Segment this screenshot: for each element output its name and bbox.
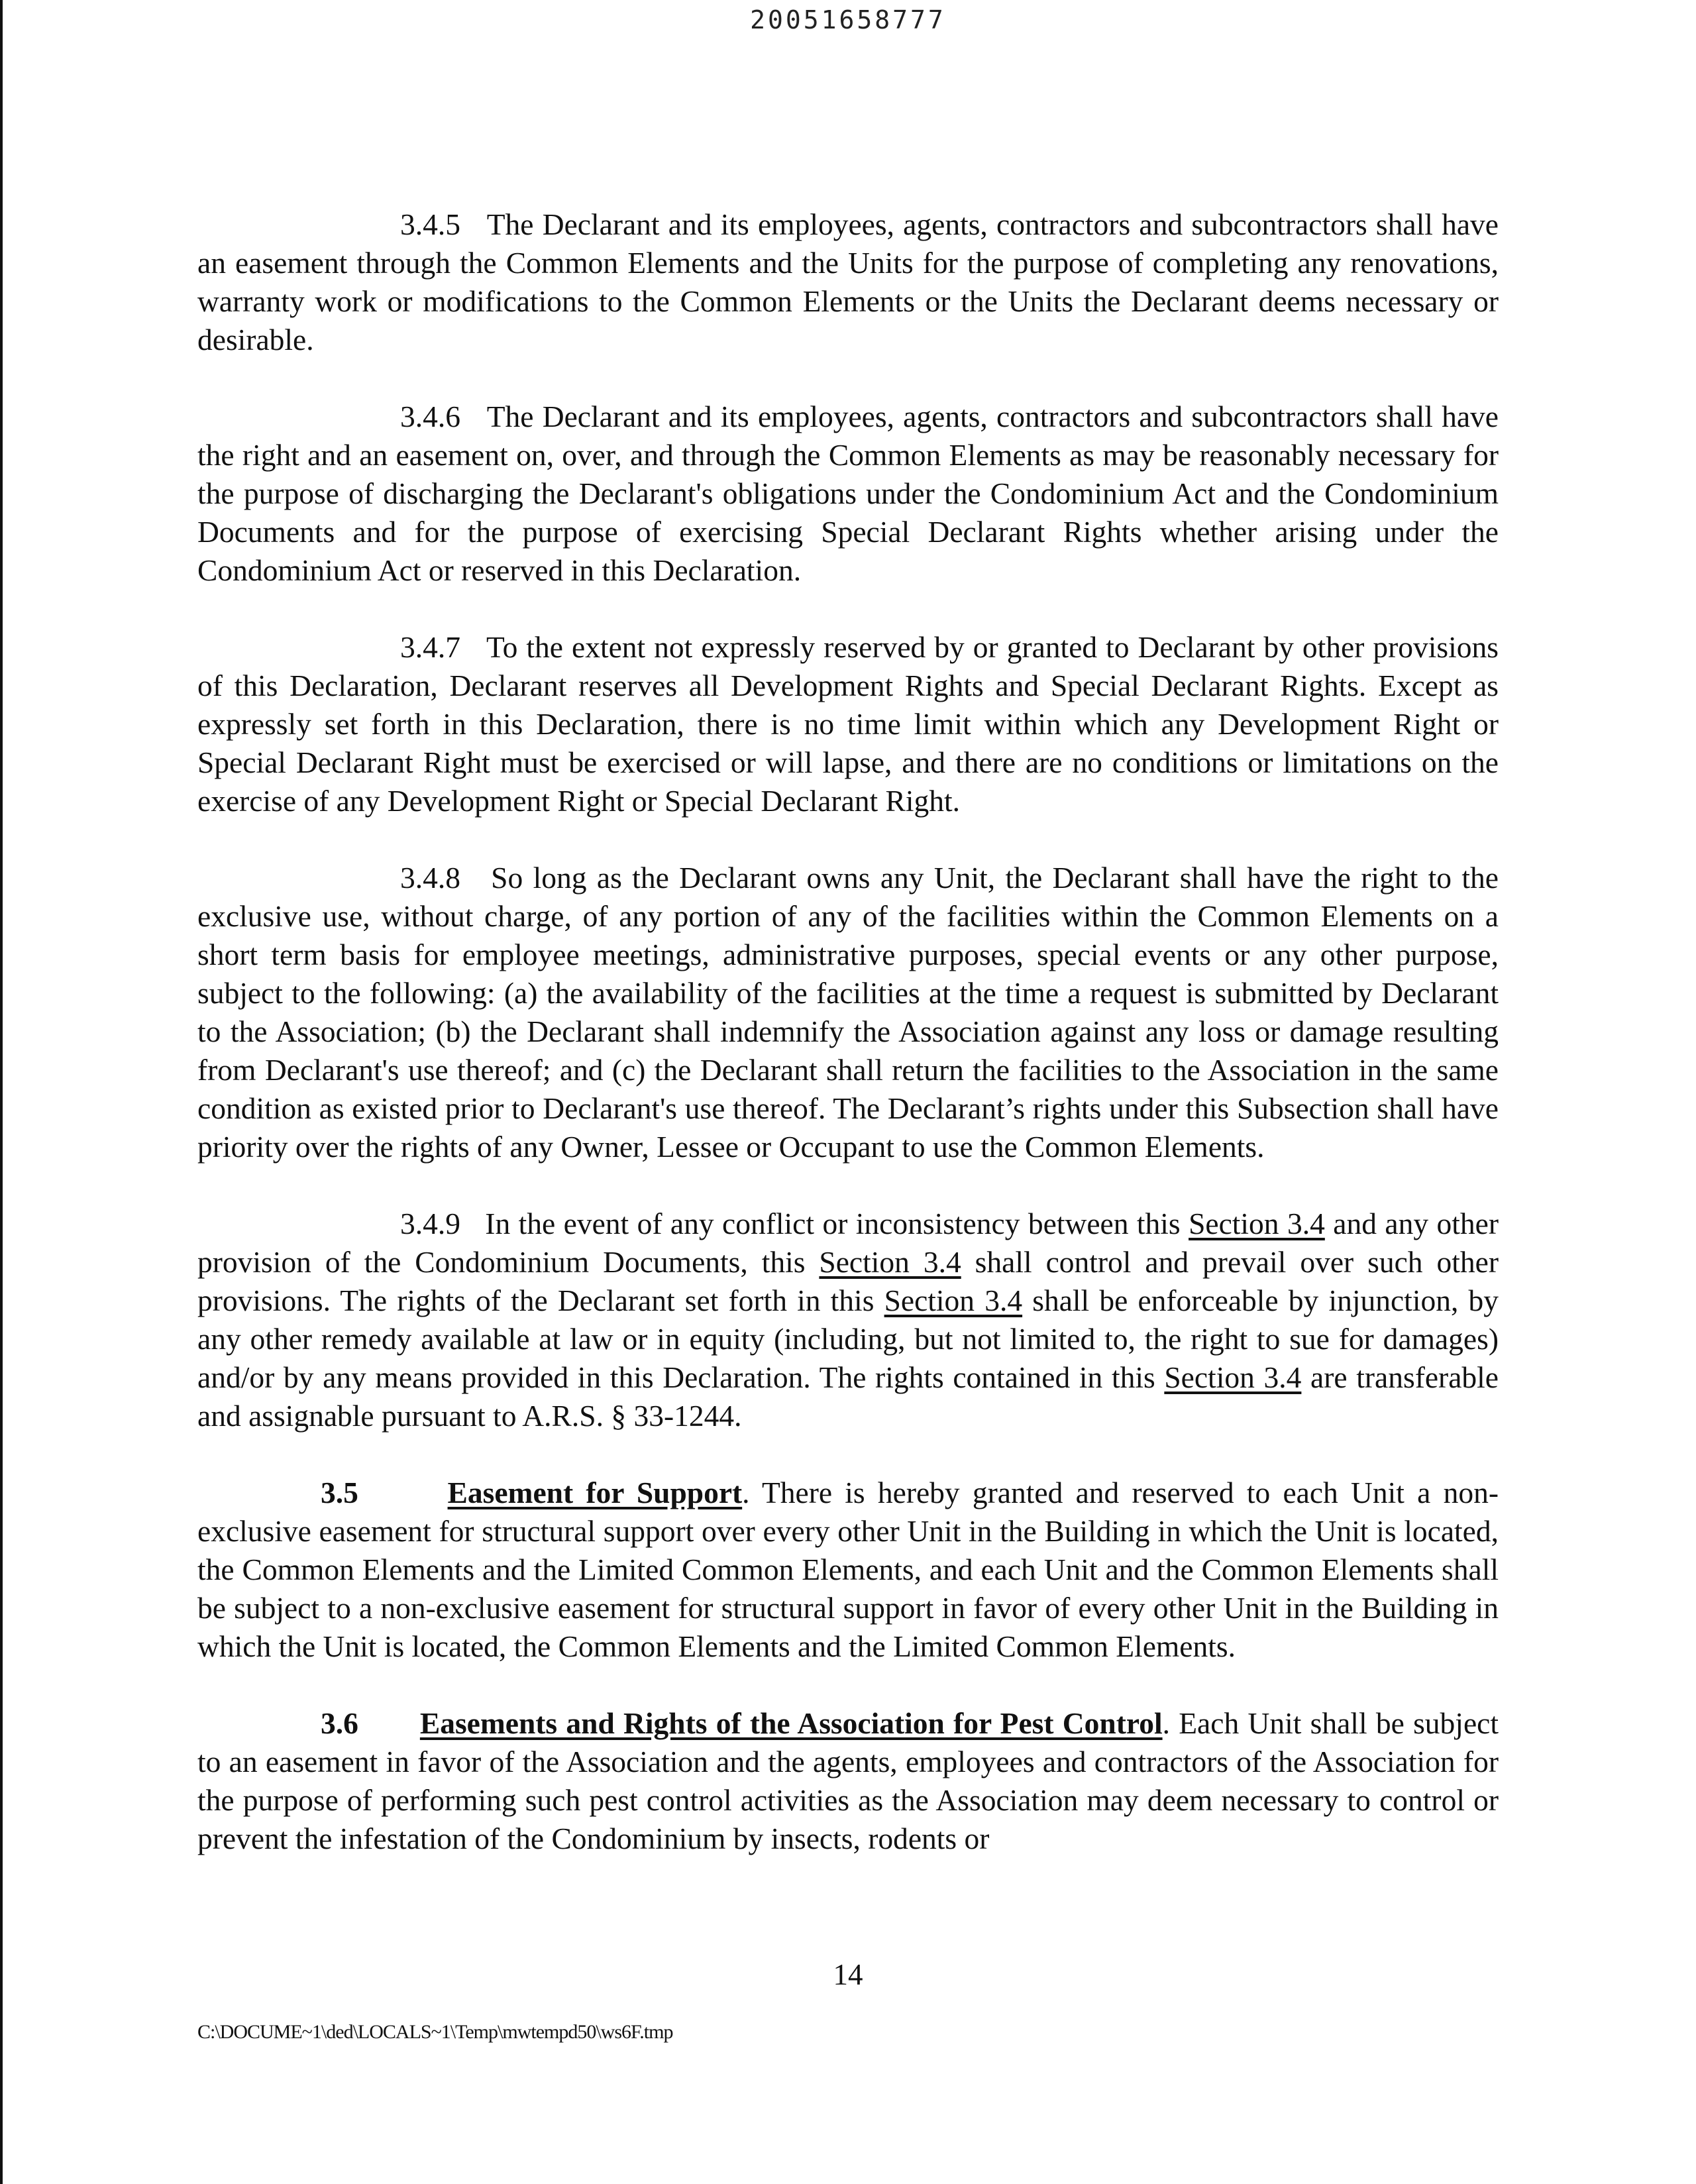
section-reference: Section 3.4 — [884, 1283, 1023, 1317]
section-3-6 — [197, 1704, 1499, 1858]
paragraph-3-4-7 — [197, 628, 1499, 820]
section-reference: Section 3.4 — [1164, 1360, 1302, 1394]
section-reference: Section 3.4 — [819, 1245, 961, 1279]
file-path-footer: C:\DOCUME~1\ded\LOCALS~1\Temp\mwtempd50\ws6F.tmp — [197, 2021, 673, 2043]
paragraph-3-4-5 — [197, 205, 1499, 359]
paragraph-text: . Each Unit shall be subject to an easement in favor of the Association and the agents, employees and contractors of the Association for the purpose of performing such pest control activities as the Association may deem necessary to control or prevent the infestation of the Condominium by insects, rodents or — [197, 1706, 1499, 1855]
paragraph-number: 3.4.8 — [400, 861, 460, 895]
paragraph-text: and any other provision of the Condominium Documents, this — [197, 1207, 1499, 1279]
paragraph-text: . There is hereby granted and reserved to each Unit a non-exclusive easement for structural support over every other Unit in the Building in which the Unit is located, the Common Elements and the Limited Common Elements, and each Unit and the Common Elements shall be subject to a non-exclusive easement for structural support in favor of every other Unit in the Building in which the Unit is located, the Common Elements and the Limited Common Elements. — [197, 1476, 1499, 1663]
section-number: 3.6 — [321, 1706, 358, 1740]
paragraph-text: In the event of any conflict or inconsistency between this — [485, 1207, 1189, 1240]
paragraph-number: 3.4.9 — [400, 1207, 460, 1240]
document-number: 20051658777 — [750, 5, 946, 34]
paragraph-text: are transferable and assignable pursuant to A.R.S. § 33-1244. — [197, 1360, 1499, 1433]
paragraph-text: The Declarant and its employees, agents, contractors and subcontractors shall have an easement through the Common Elements and the Units for the purpose of completing any renovations, warranty work or modifications to the Common Elements or the Units the Declarant deems necessary or desirable. — [197, 207, 1499, 356]
paragraph-number: 3.4.7 — [400, 630, 460, 664]
section-number: 3.5 — [321, 1476, 358, 1509]
document-body — [197, 205, 1499, 1896]
paragraph-3-4-9 — [197, 1205, 1499, 1435]
paragraph-number: 3.4.6 — [400, 400, 460, 433]
paragraph-text: shall control and prevail over such other provisions. The rights of the Declarant set forth in this — [197, 1245, 1499, 1317]
paragraph-3-4-8 — [197, 859, 1499, 1166]
left-border-line — [0, 0, 3, 2184]
paragraph-text: To the extent not expressly reserved by or granted to Declarant by other provisions of this Declaration, Declarant reserves all Development Rights and Special Declarant Rights. Except as expressly set forth in this Declaration, there is no time limit within which any Development Right or Special Declarant Right must be exercised or will lapse, and there are no conditions or limitations on the exercise of any Development Right or Special Declarant Right. — [197, 630, 1499, 818]
section-3-5 — [197, 1474, 1499, 1666]
paragraph-text: So long as the Declarant owns any Unit, the Declarant shall have the right to the exclusive use, without charge, of any portion of any of the facilities within the Common Elements on a short term basis for employee meetings, administrative purposes, special events or any other purpose, subject to the following: (a) the availability of the facilities at the time a request is submitted by Declarant to the Association; (b) the Declarant shall indemnify the Association against any loss or damage resulting from Declarant's use thereof; and (c) the Declarant shall return the facilities to the Association in the same condition as existed prior to Declarant's use thereof. The Declarant’s rights under this Subsection shall have priority over the rights of any Owner, Lessee or Occupant to use the Common Elements. — [197, 861, 1499, 1164]
paragraph-3-4-6 — [197, 398, 1499, 590]
section-heading: Easement for Support — [447, 1476, 743, 1509]
paragraph-number: 3.4.5 — [400, 207, 460, 241]
paragraph-text: The Declarant and its employees, agents, contractors and subcontractors shall have the right and an easement on, over, and through the Common Elements as may be reasonably necessary for the purpose of discharging the Declarant's obligations under the Condominium Act and the Condominium Documents and for the purpose of exercising Special Declarant Rights whether arising under the Condominium Act or reserved in this Declaration. — [197, 400, 1499, 587]
section-reference: Section 3.4 — [1189, 1207, 1325, 1240]
page-number: 14 — [833, 1958, 863, 1991]
section-heading: Easements and Rights of the Association for Pest Control — [419, 1706, 1163, 1740]
paragraph-text: shall be enforceable by injunction, by any other remedy available at law or in equity (including, but not limited to, the right to sue for damages) and/or by any means provided in this Declaration. The rights contained in this — [197, 1283, 1499, 1394]
